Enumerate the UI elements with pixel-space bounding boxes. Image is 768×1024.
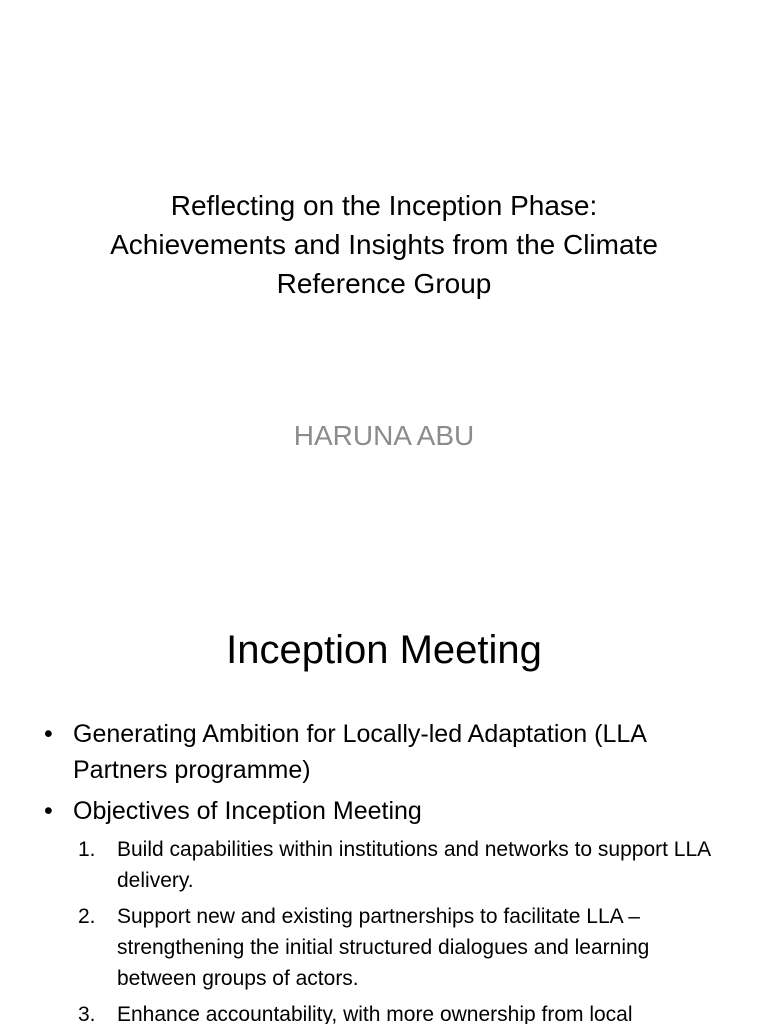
title-line: Reflecting on the Inception Phase: <box>170 190 598 221</box>
slide-title: Inception Meeting <box>226 628 542 672</box>
bullet-text: Generating Ambition for Locally-led Adaptation (LLA Partners programme) <box>73 720 646 784</box>
objective-number: 2. <box>78 905 96 928</box>
objectives-list <box>0 834 768 1024</box>
objective-item <box>0 999 768 1024</box>
objective-text: Enhance accountability, with more ownership from local <box>117 1003 633 1024</box>
objective-item <box>0 834 768 896</box>
objective-item <box>0 901 768 994</box>
bullet-item <box>0 716 768 788</box>
content-slide <box>0 576 768 1024</box>
objective-text: Support new and existing partnerships to facilitate LLA – strengthening the initial structured dialogues and learning between groups of actors. <box>117 905 650 990</box>
objective-number: 3. <box>78 1003 96 1024</box>
objective-text: Build capabilities within institutions and networks to support LLA delivery. <box>117 838 711 892</box>
presentation-title <box>60 186 708 303</box>
title-line: Reference Group <box>276 268 492 299</box>
bullet-list <box>0 716 768 1024</box>
bullet-icon: • <box>44 720 53 748</box>
author-name: HARUNA ABU <box>293 420 475 451</box>
objective-number: 1. <box>78 838 96 861</box>
title-line: Achievements and Insights from the Climate <box>110 229 658 260</box>
bullet-item <box>0 793 768 829</box>
bullet-icon: • <box>44 797 53 825</box>
bullet-text: Objectives of Inception Meeting <box>73 797 422 825</box>
